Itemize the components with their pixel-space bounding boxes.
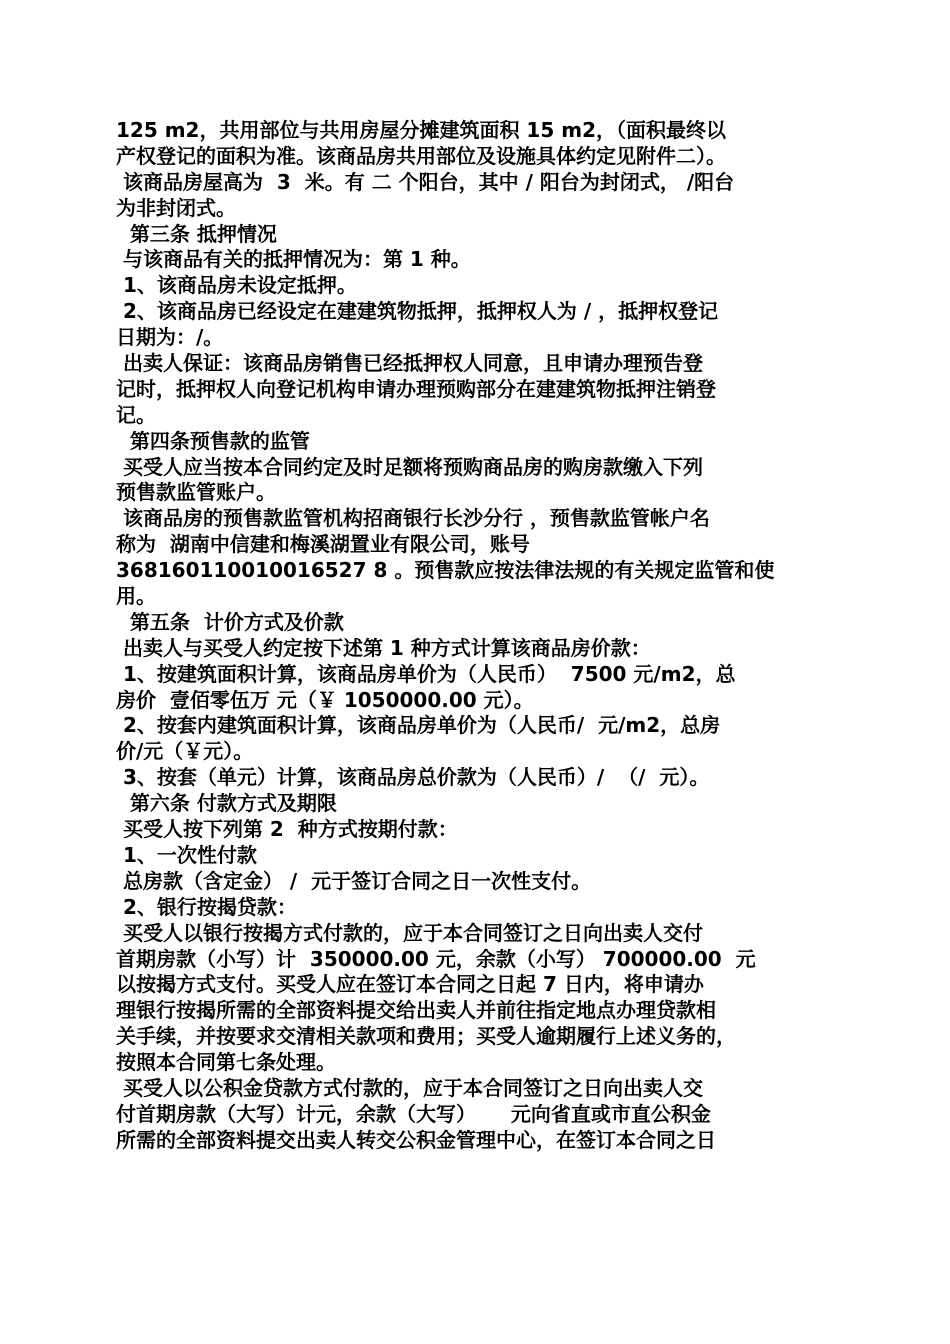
text-line: 记时，抵押权人向登记机构申请办理预购部分在建建筑物抵押注销登 <box>116 376 716 401</box>
text-line: 368160110010016527 8 。预售款应按法律法规的有关规定监管和使 <box>116 558 775 583</box>
text-line: 房价 壹佰零伍万 元（￥ 1050000.00 元）。 <box>116 687 534 712</box>
text-line: 2、按套内建筑面积计算，该商品房单价为（人民币/ 元/m2，总房 <box>116 713 721 738</box>
text-line: 125 m2，共用部位与共用房屋分摊建筑面积 15 m2，（面积最终以 <box>116 118 726 142</box>
section-heading-article-5: 第五条 计价方式及价款 <box>116 609 344 634</box>
text-line: 出卖人与买受人约定按下述第 1 种方式计算该商品房价款： <box>116 635 651 660</box>
text-line: 该商品房屋高为 3 米。有 二 个阳台，其中 / 阳台为封闭式， /阳台 <box>116 169 735 194</box>
contract-page-body <box>116 118 846 1154</box>
text-line: 用。 <box>116 584 156 609</box>
text-line: 买受人按下列第 2 种方式按期付款： <box>116 817 458 842</box>
text-line: 与该商品有关的抵押情况为：第 1 种。 <box>116 247 471 272</box>
text-line: 付首期房款（大写）计元，余款（大写） 元向省直或市直公积金 <box>116 1101 711 1126</box>
text-line: 该商品房的预售款监管机构招商银行长沙分行 ，预售款监管帐户名 <box>116 506 710 531</box>
text-line: 3、按套（单元）计算，该商品房总价款为（人民币）/ （/ 元）。 <box>116 765 710 790</box>
text-line: 称为 湖南中信建和梅溪湖置业有限公司，账号 <box>116 532 530 557</box>
text-line: 以按揭方式支付。买受人应在签订本合同之日起 7 日内，将申请办 <box>116 972 704 997</box>
text-line: 预售款监管账户。 <box>116 480 276 505</box>
text-line: 1、该商品房未设定抵押。 <box>116 273 357 298</box>
text-line: 为非封闭式。 <box>116 195 236 220</box>
section-heading-article-6: 第六条 付款方式及期限 <box>116 791 337 816</box>
section-heading-article-4: 第四条预售款的监管 <box>116 428 310 453</box>
text-line: 1、按建筑面积计算，该商品房单价为（人民币） 7500 元/m2，总 <box>116 661 736 686</box>
text-line: 首期房款（小写）计 350000.00 元，余款（小写） 700000.00 元 <box>116 946 756 971</box>
text-line: 买受人应当按本合同约定及时足额将预购商品房的购房款缴入下列 <box>116 454 703 479</box>
text-line: 产权登记的面积为准。该商品房共用部位及设施具体约定见附件二）。 <box>116 143 726 168</box>
text-line: 按照本合同第七条处理。 <box>116 1050 336 1075</box>
text-line: 2、银行按揭贷款： <box>116 894 297 919</box>
text-line: 所需的全部资料提交出卖人转交公积金管理中心，在签订本合同之日 <box>116 1127 716 1152</box>
text-line: 理银行按揭所需的全部资料提交给出卖人并前往指定地点办理贷款相 <box>116 998 716 1023</box>
section-heading-article-3: 第三条 抵押情况 <box>116 221 277 246</box>
text-line: 价/元（￥元）。 <box>116 739 254 764</box>
text-line: 1、一次性付款 <box>116 842 257 867</box>
text-line: 关手续，并按要求交清相关款项和费用；买受人逾期履行上述义务的， <box>116 1024 736 1049</box>
text-line: 记。 <box>116 402 156 427</box>
text-line: 买受人以公积金贷款方式付款的，应于本合同签订之日向出卖人交 <box>116 1075 703 1100</box>
text-line: 总房款（含定金） / 元于签订合同之日一次性支付。 <box>116 868 592 893</box>
text-line: 买受人以银行按揭方式付款的，应于本合同签订之日向出卖人交付 <box>116 920 703 945</box>
text-line: 出卖人保证：该商品房销售已经抵押权人同意，且申请办理预告登 <box>116 351 703 376</box>
text-line: 2、该商品房已经设定在建建筑物抵押，抵押权人为 / ，抵押权登记 <box>116 299 719 324</box>
text-line: 日期为：/。 <box>116 325 224 350</box>
